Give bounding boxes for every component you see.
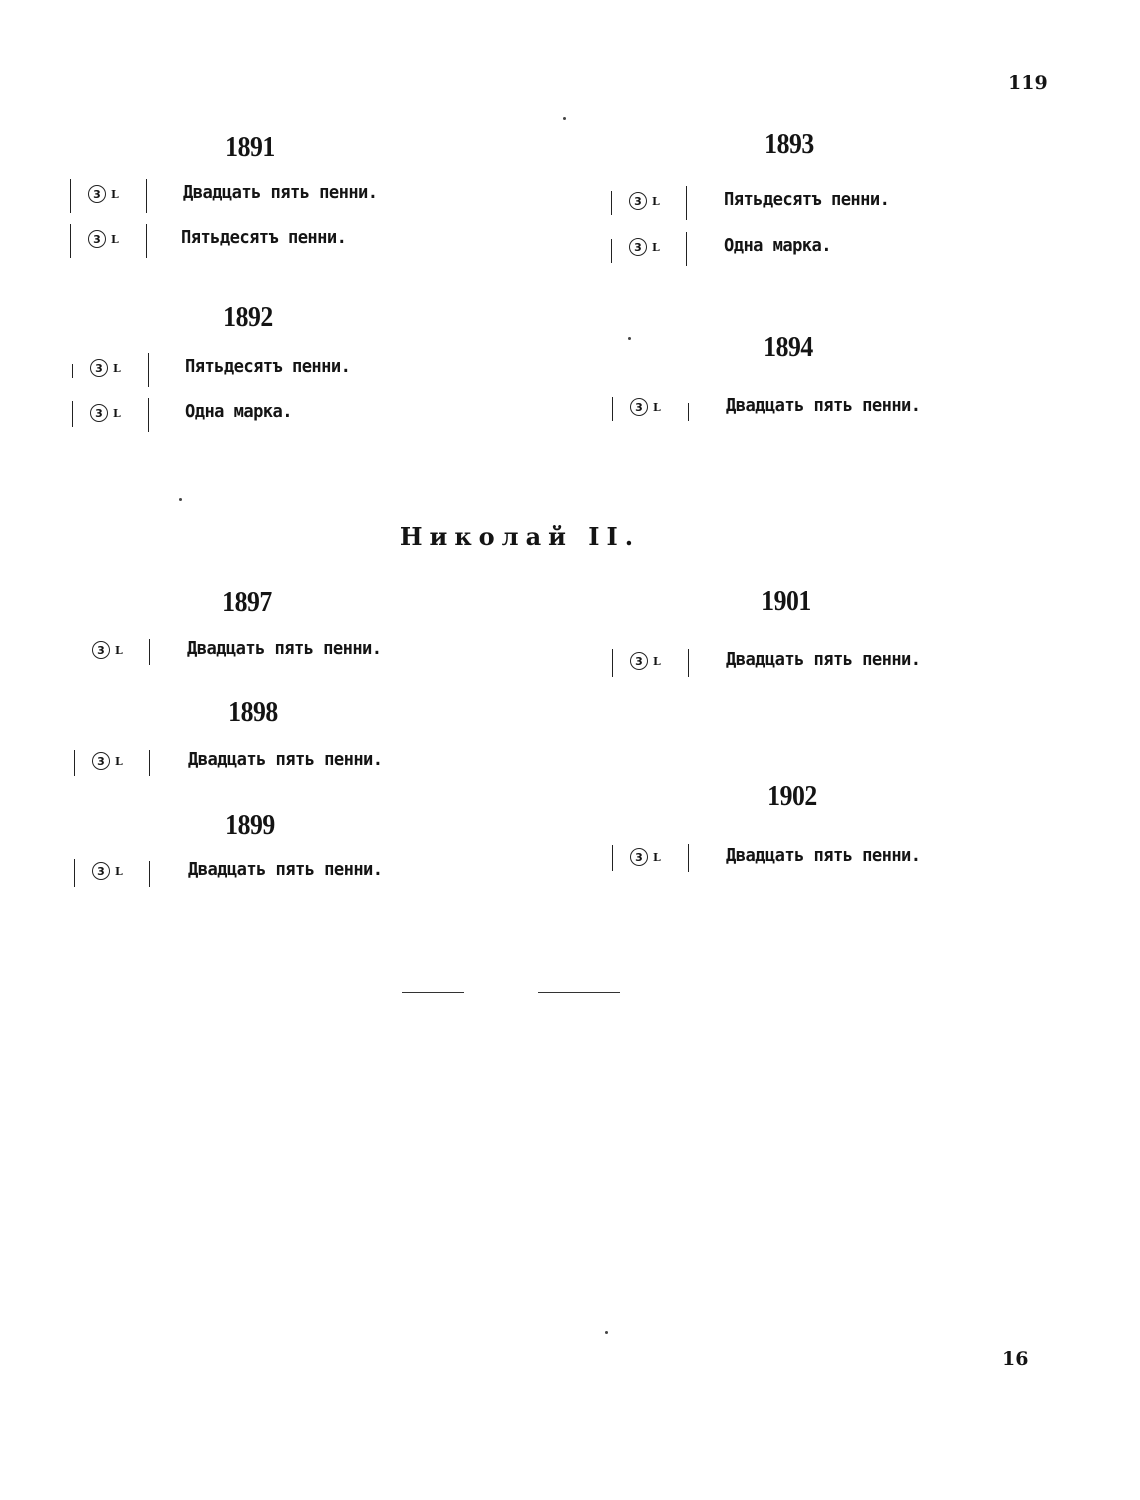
entry-text: Пятьдесятъ пенни. <box>181 227 347 248</box>
year-heading-1899: 1899 <box>225 810 275 841</box>
type-letter: L <box>113 406 121 420</box>
page-number-bottom: 16 <box>1002 1348 1029 1370</box>
circled-number-icon: 3 <box>630 398 648 416</box>
type-letter: L <box>652 194 660 208</box>
circled-number-icon: 3 <box>90 359 108 377</box>
print-speck <box>179 498 182 501</box>
entry-1892-2 <box>72 397 472 433</box>
entry-1894-1 <box>612 391 1012 427</box>
circled-number-icon: 3 <box>629 238 647 256</box>
entry-1897-1 <box>74 634 474 670</box>
closing-rule <box>538 992 620 993</box>
entry-text: Двадцать пять пенни. <box>188 859 383 880</box>
entry-text: Двадцать пять пенни. <box>726 649 921 670</box>
entry-1892-1 <box>72 352 472 388</box>
type-letter: L <box>653 400 661 414</box>
entry-1893-2 <box>611 231 1011 267</box>
year-heading-1901: 1901 <box>761 586 811 617</box>
type-letter: L <box>652 240 660 254</box>
page-number-top: 119 <box>1008 72 1048 94</box>
type-letter: L <box>115 864 123 878</box>
entry-1893-1 <box>611 185 1011 221</box>
entry-text: Пятьдесятъ пенни. <box>724 189 890 210</box>
print-speck <box>628 337 631 340</box>
circled-number-icon: 3 <box>630 652 648 670</box>
circled-number-icon: 3 <box>629 192 647 210</box>
type-letter: L <box>115 643 123 657</box>
year-heading-1892: 1892 <box>223 302 273 333</box>
closing-rule <box>402 992 464 993</box>
print-speck <box>605 1331 608 1334</box>
type-letter: L <box>653 654 661 668</box>
entry-text: Двадцать пять пенни. <box>726 845 921 866</box>
entry-1902-1 <box>612 841 1012 877</box>
circled-number-icon: 3 <box>90 404 108 422</box>
type-letter: L <box>113 361 121 375</box>
entry-text: Двадцать пять пенни. <box>726 395 921 416</box>
entry-text: Одна марка. <box>185 401 292 422</box>
year-heading-1902: 1902 <box>767 781 817 812</box>
entry-1898-1 <box>74 745 474 781</box>
year-heading-1893: 1893 <box>764 129 814 160</box>
entry-text: Одна марка. <box>724 235 831 256</box>
year-heading-1898: 1898 <box>228 697 278 728</box>
circled-number-icon: 3 <box>92 641 110 659</box>
circled-number-icon: 3 <box>92 752 110 770</box>
entry-text: Двадцать пять пенни. <box>187 638 382 659</box>
section-heading: Николай II. <box>399 522 641 551</box>
type-letter: L <box>111 232 119 246</box>
type-letter: L <box>111 187 119 201</box>
circled-number-icon: 3 <box>92 862 110 880</box>
year-heading-1894: 1894 <box>763 332 813 363</box>
type-letter: L <box>115 754 123 768</box>
type-letter: L <box>653 850 661 864</box>
year-heading-1891: 1891 <box>225 132 275 163</box>
entry-1901-1 <box>612 645 1012 681</box>
circled-number-icon: 3 <box>88 185 106 203</box>
entry-1891-1 <box>70 178 470 214</box>
entry-text: Пятьдесятъ пенни. <box>185 356 351 377</box>
entry-1899-1 <box>74 855 474 891</box>
print-speck <box>563 117 566 120</box>
entry-1891-2 <box>70 223 470 259</box>
circled-number-icon: 3 <box>630 848 648 866</box>
circled-number-icon: 3 <box>88 230 106 248</box>
year-heading-1897: 1897 <box>222 587 272 618</box>
entry-text: Двадцать пять пенни. <box>188 749 383 770</box>
entry-text: Двадцать пять пенни. <box>183 182 378 203</box>
